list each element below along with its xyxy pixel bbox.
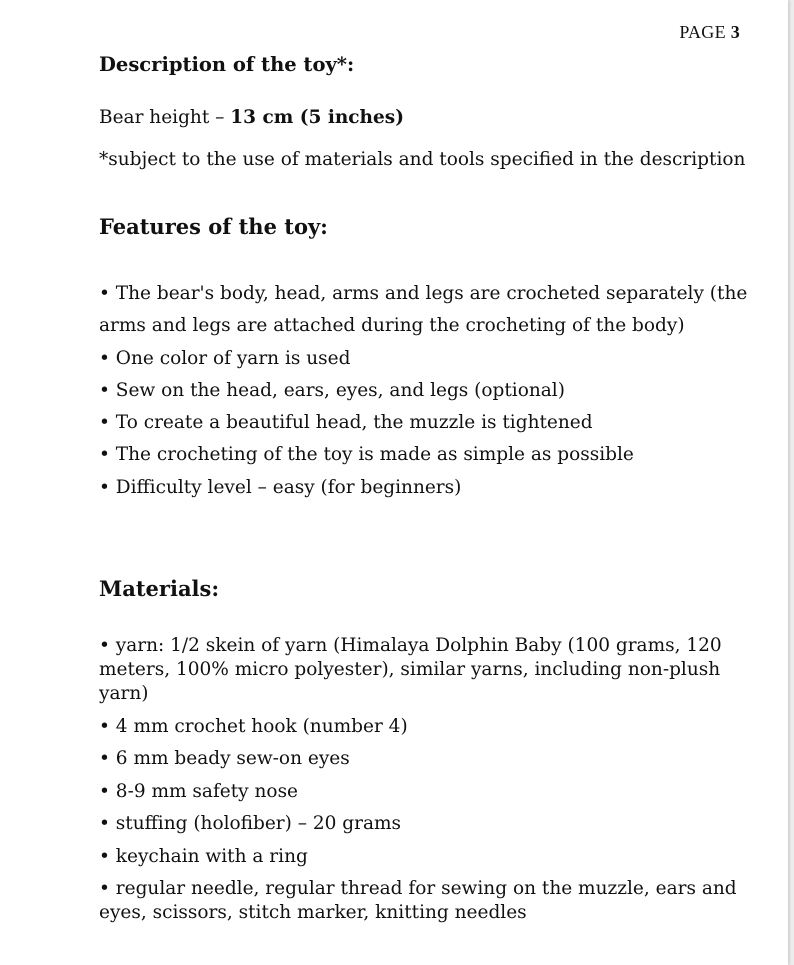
material-item: • 8-9 mm safety nose xyxy=(99,780,299,802)
features-list xyxy=(99,278,759,504)
feature-item: • The bear's body, head, arms and legs are crocheted separately (the arms and legs are attached during the crocheting of the body) xyxy=(99,283,748,337)
feature-item: • Difficulty level – easy (for beginners) xyxy=(99,476,462,498)
feature-item: • To create a beautiful head, the muzzle is tightened xyxy=(99,412,593,434)
bear-height-value: 13 cm (5 inches) xyxy=(230,107,404,128)
feature-item: • The crocheting of the toy is made as simple as possible xyxy=(99,444,634,466)
material-item: • keychain with a ring xyxy=(99,845,308,867)
page-label: PAGE xyxy=(679,22,726,42)
bear-height-line xyxy=(99,105,759,131)
description-heading: Description of the toy*: xyxy=(99,53,355,76)
material-item: • 6 mm beady sew-on eyes xyxy=(99,748,350,770)
feature-item: • One color of yarn is used xyxy=(99,347,351,369)
materials-heading: Materials: xyxy=(99,576,220,602)
materials-note: *subject to the use of materials and tools specified in the description xyxy=(99,149,746,170)
features-heading: Features of the toy: xyxy=(99,214,328,239)
bear-height-label: Bear height – xyxy=(99,107,231,128)
page-number xyxy=(679,22,740,43)
feature-item: • Sew on the head, ears, eyes, and legs (optional) xyxy=(99,379,565,401)
page-number-value: 3 xyxy=(730,22,740,42)
material-item: • yarn: 1/2 skein of yarn (Himalaya Dolphin Baby (100 grams, 120 meters, 100% micro polyester), similar yarns, including non-plush yarn) xyxy=(99,635,722,705)
materials-list xyxy=(99,634,759,925)
material-item: • 4 mm crochet hook (number 4) xyxy=(99,715,408,737)
page-content xyxy=(99,52,759,934)
material-item: • stuffing (holofiber) – 20 grams xyxy=(99,813,402,835)
material-item: • regular needle, regular thread for sewing on the muzzle, ears and eyes, scissors, stitch marker, knitting needles xyxy=(99,878,737,924)
